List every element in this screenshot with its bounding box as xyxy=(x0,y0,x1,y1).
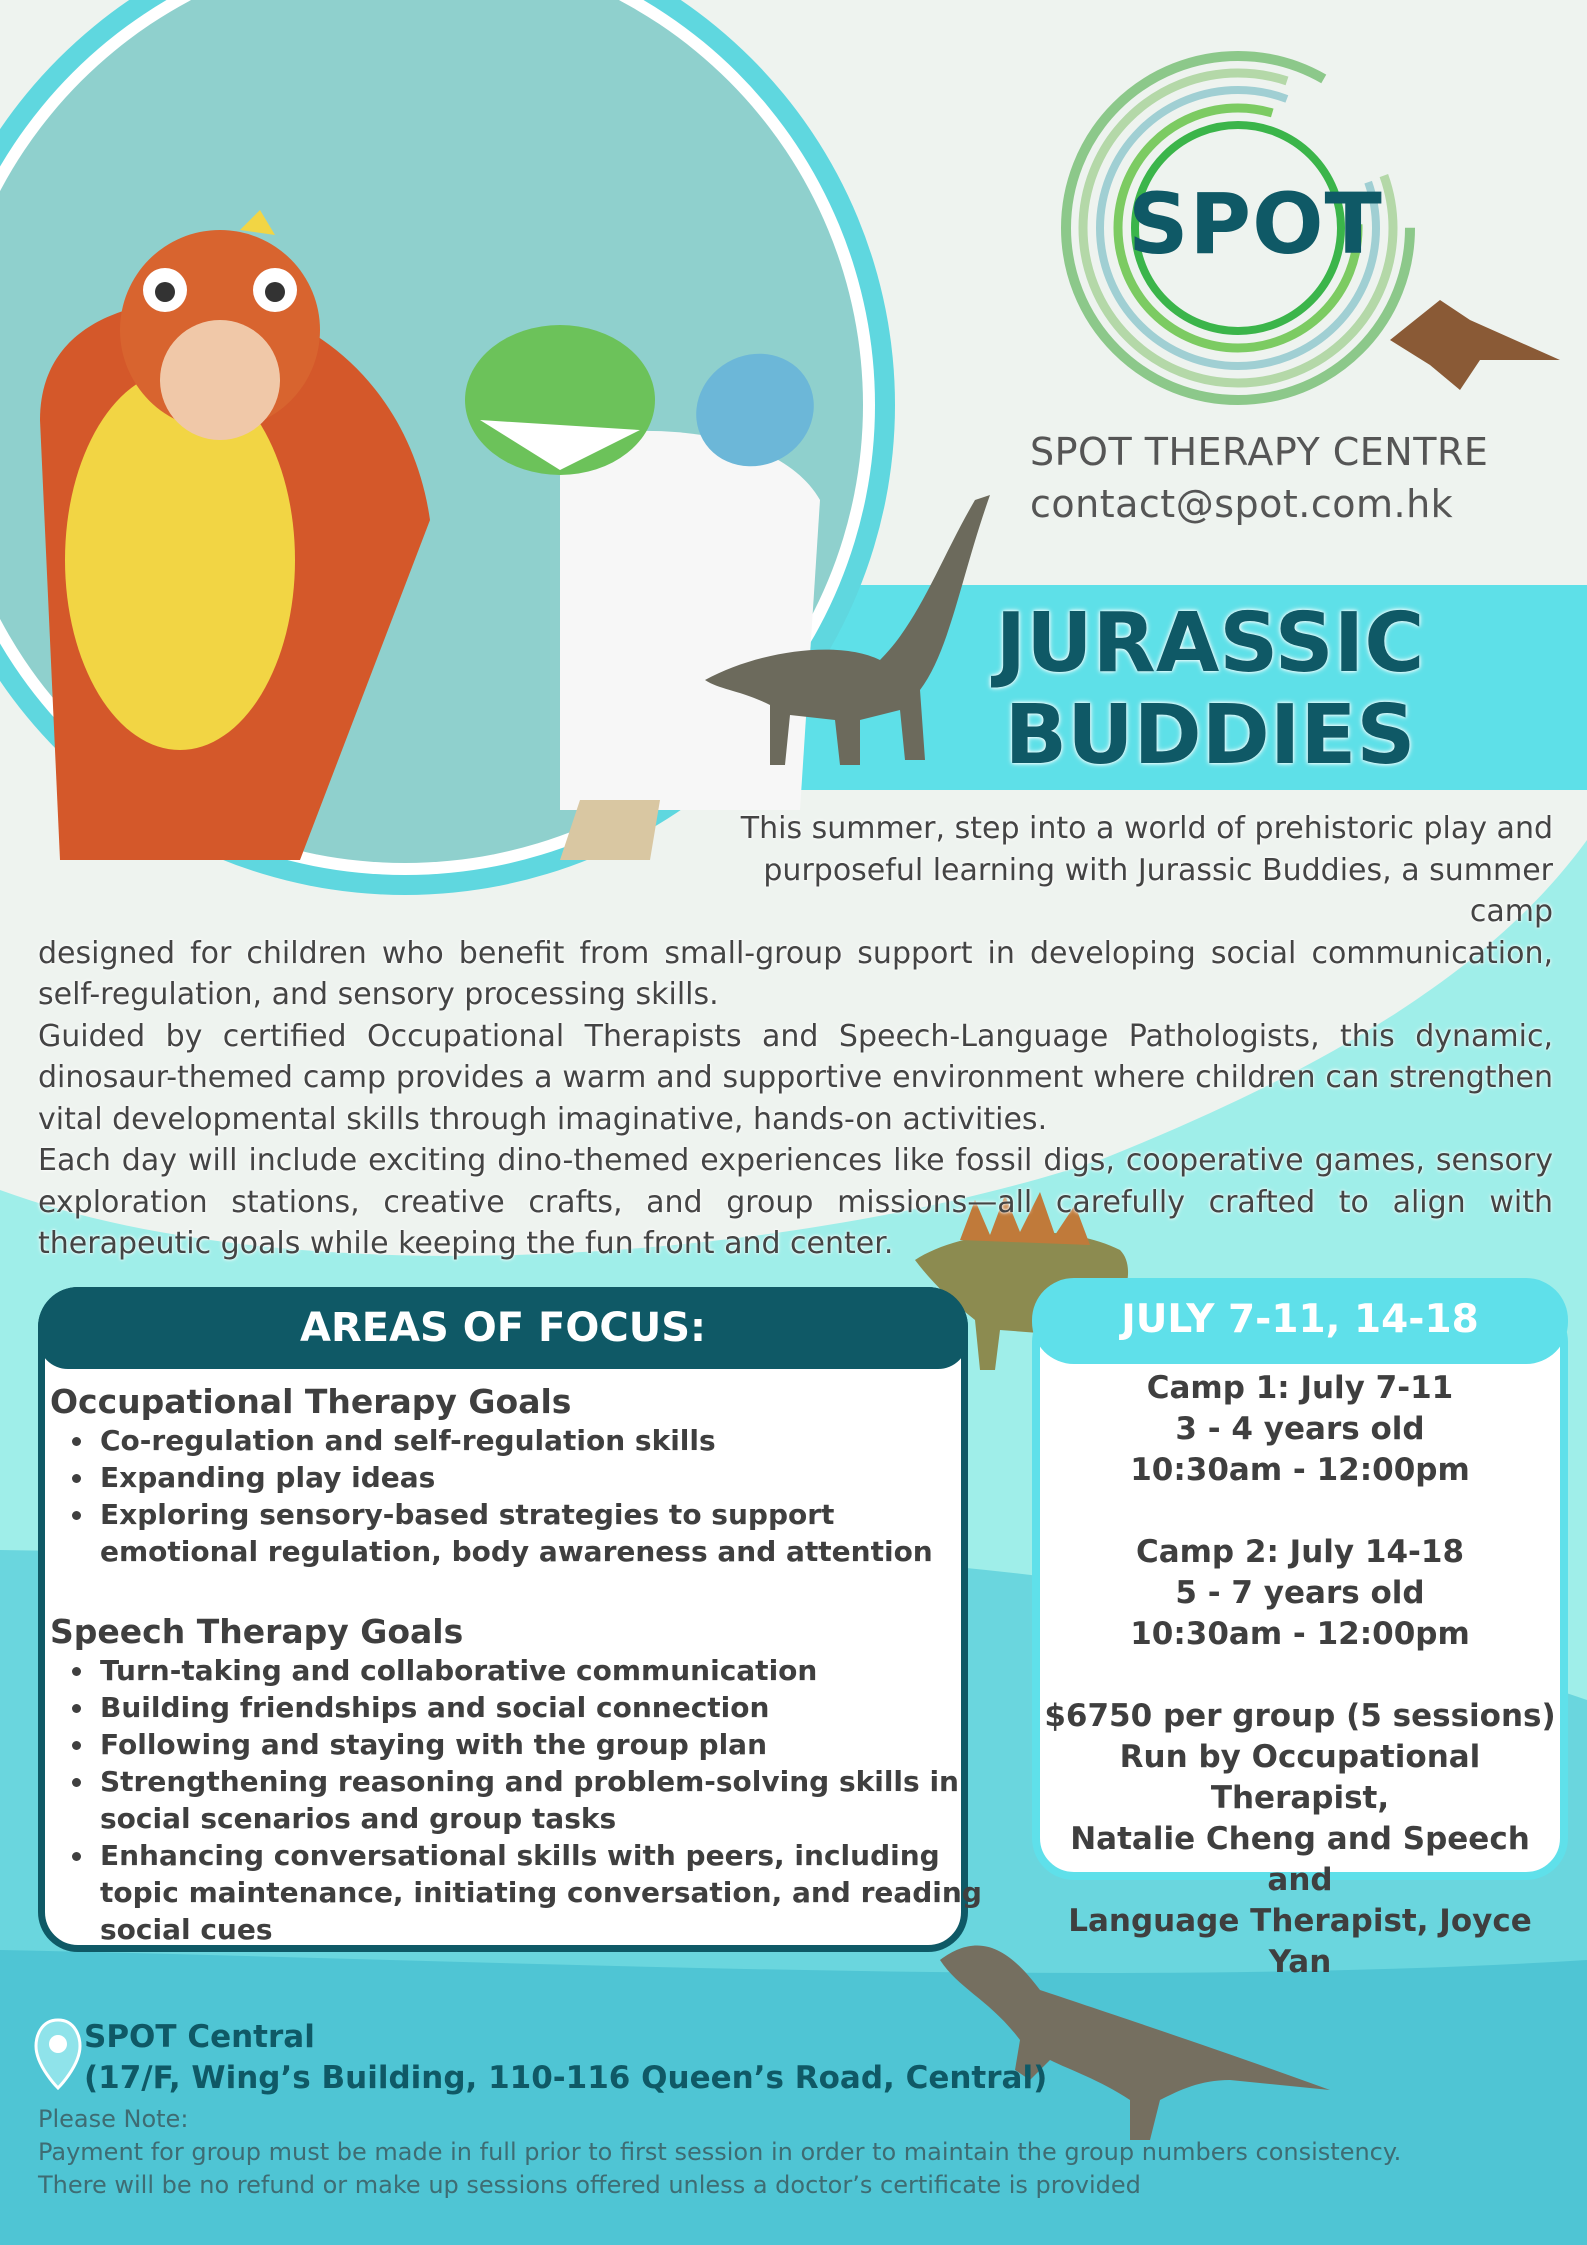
list-item: • Building friendships and social connection xyxy=(96,1689,986,1726)
intro-para-1a: This summer, step into a world of prehistoric play and purposeful learning with Jurassic Buddies, a summer camp xyxy=(740,811,1553,929)
camp2-age: 5 - 7 years old xyxy=(1175,1575,1425,1611)
pricing-info xyxy=(1040,1696,1560,1983)
focus-heading: AREAS OF FOCUS: xyxy=(38,1287,968,1369)
contact-email[interactable]: contact@spot.com.hk xyxy=(1030,482,1454,526)
centre-name: SPOT THERAPY CENTRE xyxy=(1030,430,1489,474)
camp-title xyxy=(980,598,1440,782)
camp-title-line2: BUDDIES xyxy=(1004,687,1416,783)
note-line-2: There will be no refund or make up sessions offered unless a doctor’s certificate is provided xyxy=(38,2171,1141,2199)
list-item: • Enhancing conversational skills with peers, including topic maintenance, initiating conversation, and reading social cues xyxy=(96,1837,986,1948)
list-item: • Turn-taking and collaborative communication xyxy=(96,1652,986,1689)
price: $6750 per group (5 sessions) xyxy=(1044,1698,1556,1734)
camp1-name: Camp 1: July 7-11 xyxy=(1146,1370,1454,1406)
list-item: • Co-regulation and self-regulation skills xyxy=(96,1422,986,1459)
camp2-info xyxy=(1040,1532,1560,1655)
location xyxy=(84,2017,1047,2099)
intro-para-1b: designed for children who benefit from small-group support in developing social communication, self-regulation, and sensory processing skills. xyxy=(38,935,1553,1012)
st-goals-list xyxy=(62,1652,986,1948)
ot-goals-title: Occupational Therapy Goals xyxy=(50,1382,572,1421)
list-item: • Following and staying with the group plan xyxy=(96,1726,986,1763)
intro-text xyxy=(38,808,1553,1265)
run-by-line-3: Language Therapist, Joyce Yan xyxy=(1068,1903,1532,1980)
camp1-time: 10:30am - 12:00pm xyxy=(1130,1452,1470,1488)
camp2-name: Camp 2: July 14-18 xyxy=(1135,1534,1465,1570)
ot-goals-list xyxy=(62,1422,986,1570)
camp1-age: 3 - 4 years old xyxy=(1175,1411,1425,1447)
list-item: • Strengthening reasoning and problem-solving skills in social scenarios and group tasks xyxy=(96,1763,986,1837)
please-note xyxy=(38,2103,1538,2202)
camp2-time: 10:30am - 12:00pm xyxy=(1130,1616,1470,1652)
list-item: • Expanding play ideas xyxy=(96,1459,986,1496)
note-line-1: Payment for group must be made in full prior to first session in order to maintain the group numbers consistency. xyxy=(38,2138,1402,2166)
camp1-info xyxy=(1040,1368,1560,1491)
location-name: SPOT Central xyxy=(84,2019,315,2055)
list-item: • Exploring sensory-based strategies to support emotional regulation, body awareness and attention xyxy=(96,1496,986,1570)
st-goals-title: Speech Therapy Goals xyxy=(50,1612,464,1651)
run-by-line-2: Natalie Cheng and Speech and xyxy=(1070,1821,1530,1898)
location-address: (17/F, Wing’s Building, 110-116 Queen’s Road, Central) xyxy=(84,2060,1048,2096)
spot-logo: SPOT xyxy=(1128,175,1383,273)
run-by-line-1: Run by Occupational Therapist, xyxy=(1119,1739,1481,1816)
schedule-heading: JULY 7-11, 14-18 xyxy=(1032,1278,1568,1364)
camp-title-line1: JURASSIC xyxy=(995,596,1425,691)
note-label: Please Note: xyxy=(38,2105,189,2133)
intro-para-2: Guided by certified Occupational Therapists and Speech-Language Pathologists, this dynamic, dinosaur-themed camp provides a warm and supportive environment where children can strengthen vital developmental skills through imaginative, hands-on activities. xyxy=(38,1018,1553,1137)
intro-para-3: Each day will include exciting dino-themed experiences like fossil digs, cooperative games, sensory exploration stations, creative crafts, and group missions—all carefully crafted to align with therapeutic goals while keeping the fun front and center. xyxy=(38,1143,1553,1261)
